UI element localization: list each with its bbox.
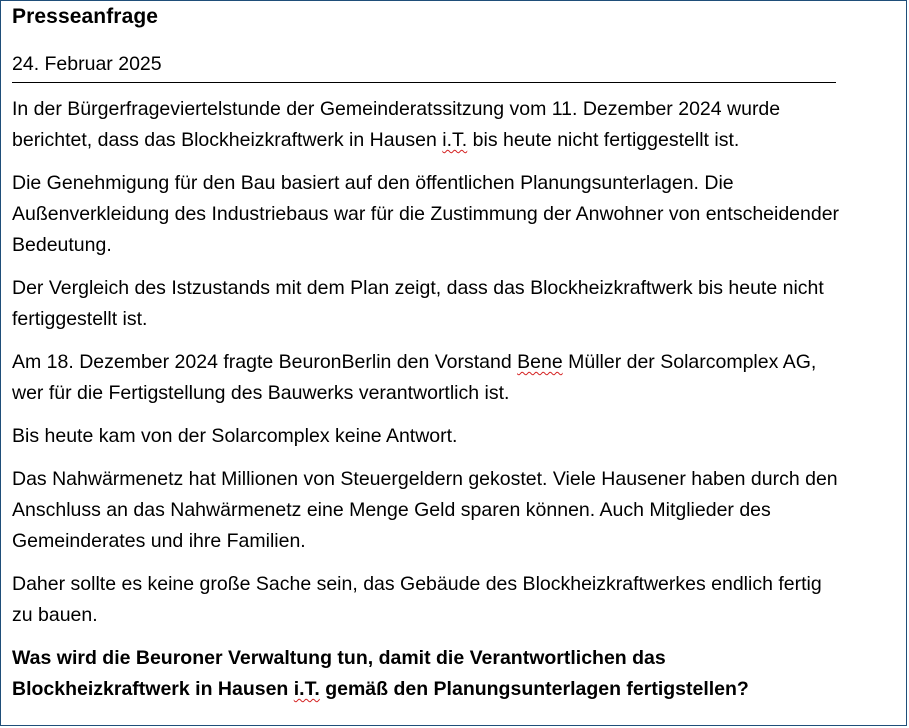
paragraph-4-text-b: Müller der Solarcomplex AG, wer für die Fertigstellung des Bauwerks verantwortlich ist. <box>12 351 817 404</box>
document-date: 24. Februar 2025 <box>12 50 836 83</box>
paragraph-4-text-a: Am 18. Dezember 2024 fragte BeuronBerlin den Vorstand <box>12 351 518 373</box>
closing-question-text-a: Was wird die Beuroner Verwaltung tun, damit die Verantwortlichen das Blockheizkraftwerk in Hausen <box>12 647 666 700</box>
paragraph-4 <box>12 347 842 409</box>
spellcheck-flagged-word[interactable]: i.T. <box>442 129 468 151</box>
document-title: Presseanfrage <box>12 5 159 28</box>
paragraph-7: Daher sollte es keine große Sache sein, das Gebäude des Blockheizkraftwerkes endlich fertig zu bauen. <box>12 573 822 626</box>
paragraph-3: Der Vergleich des Istzustands mit dem Plan zeigt, dass das Blockheizkraftwerk bis heute nicht fertiggestellt ist. <box>12 277 824 330</box>
paragraph-6: Das Nahwärmenetz hat Millionen von Steuergeldern gekostet. Viele Hausener haben durch den Anschluss an das Nahwärmenetz eine Menge Geld sparen können. Auch Mitglieder des Gemeinderates und ihre Familien. <box>12 468 838 552</box>
closing-question <box>12 643 842 705</box>
spellcheck-flagged-word[interactable]: Bene <box>517 351 563 373</box>
closing-question-text-b: gemäß den Planungsunterlagen fertigstellen? <box>319 678 749 700</box>
spellcheck-flagged-word[interactable]: i.T. <box>293 678 320 700</box>
paragraph-2: Die Genehmigung für den Bau basiert auf den öffentlichen Planungsunterlagen. Die Außenverkleidung des Industriebaus war für die Zustimmung der Anwohner von entscheidender Bedeutung. <box>12 172 840 256</box>
paragraph-1-text-b: bis heute nicht fertiggestellt ist. <box>467 129 740 151</box>
paragraph-1 <box>12 94 842 156</box>
document-body <box>12 1 842 705</box>
paragraph-5: Bis heute kam von der Solarcomplex keine Antwort. <box>12 425 458 447</box>
paragraph-1-text-a: In der Bürgerfrageviertelstunde der Gemeinderatssitzung vom 11. Dezember 2024 wurde berichtet, dass das Blockheizkraftwerk in Hausen <box>12 98 781 151</box>
